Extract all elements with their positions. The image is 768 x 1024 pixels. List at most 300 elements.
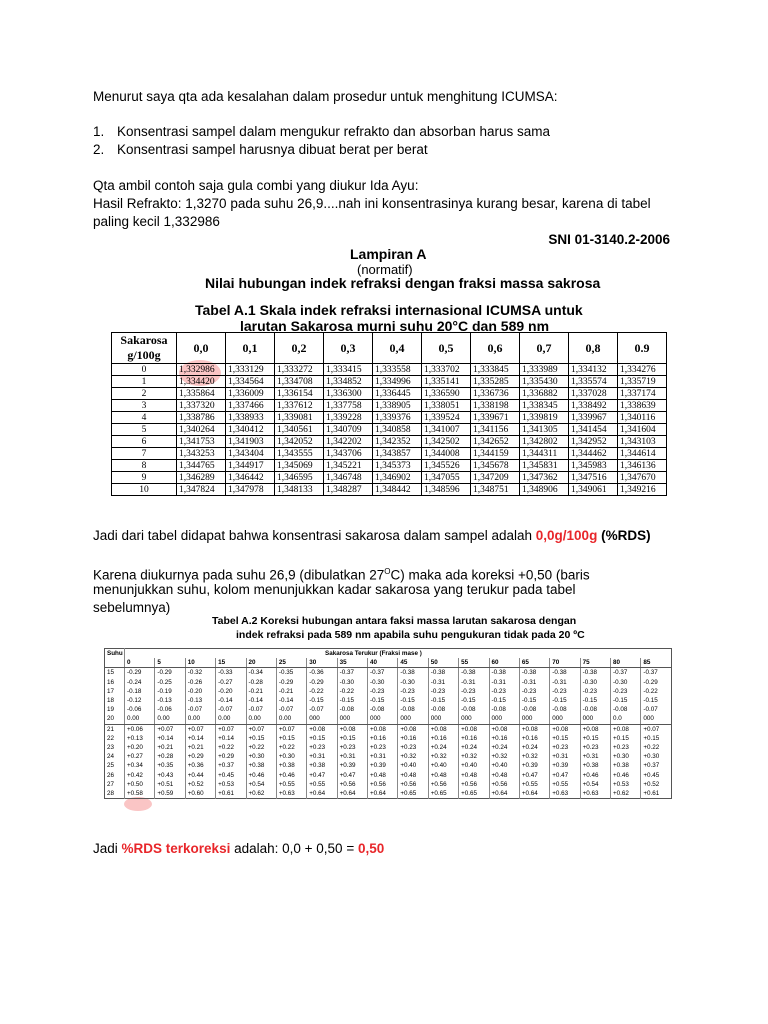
table-cell: +0.08: [459, 724, 489, 734]
column-header: 10: [185, 658, 215, 668]
column-header: 55: [459, 658, 489, 668]
table-cell: +0.59: [155, 789, 185, 799]
table-cell: -0.29: [641, 678, 672, 687]
correction-text-a: Karena diukurnya pada suhu 26,9 (dibulatkan 27: [93, 567, 385, 583]
table-cell: +0.21: [185, 743, 215, 752]
column-header: 15: [216, 658, 246, 668]
table-cell: -0.29: [125, 668, 155, 678]
table-cell: +0.46: [580, 770, 610, 779]
table-cell: 1,342652: [471, 436, 520, 448]
table-cell: 1,341454: [569, 424, 618, 436]
column-header: 80: [611, 658, 641, 668]
table-cell: -0.15: [550, 696, 580, 705]
table-cell: 000: [368, 714, 398, 724]
table-cell: +0.56: [459, 780, 489, 789]
table-row: [112, 412, 667, 424]
table-cell: +0.46: [611, 770, 641, 779]
table-row: [112, 472, 667, 484]
table-cell: +0.62: [246, 789, 276, 799]
table-cell: -0.08: [337, 705, 367, 714]
conclusion-2-middle: adalah: 0,0 + 0,50 =: [230, 841, 358, 856]
table-cell: -0.15: [489, 696, 519, 705]
table-cell: -0.31: [489, 678, 519, 687]
table-cell: +0.39: [337, 761, 367, 770]
table-cell: +0.15: [307, 734, 337, 743]
table-cell: -0.25: [155, 678, 185, 687]
table-cell: -0.14: [216, 696, 246, 705]
table-cell: +0.29: [216, 752, 246, 761]
table-cell: +0.27: [125, 752, 155, 761]
column-header: 0,2: [275, 333, 324, 364]
table-row: [105, 770, 672, 779]
table-cell: 1,339524: [422, 412, 471, 424]
table-cell: 1,340561: [275, 424, 324, 436]
table-cell: +0.65: [459, 789, 489, 799]
table-cell: -0.21: [246, 687, 276, 696]
table-cell: 1,347824: [177, 484, 226, 496]
table-cell: +0.51: [155, 780, 185, 789]
column-header: 65: [519, 658, 549, 668]
table-cell: 000: [459, 714, 489, 724]
table-cell: 0.00: [216, 714, 246, 724]
table-cell: +0.07: [246, 724, 276, 734]
table-row: [112, 460, 667, 472]
table-cell: +0.06: [125, 724, 155, 734]
table-cell: 1,347362: [520, 472, 569, 484]
table-cell: -0.23: [428, 687, 458, 696]
table-cell: 1,341903: [226, 436, 275, 448]
table-cell: 1,349216: [618, 484, 667, 496]
table-cell: 1,340116: [618, 412, 667, 424]
table-cell: 1,341007: [422, 424, 471, 436]
table-cell: 1,342352: [373, 436, 422, 448]
table-cell: +0.16: [428, 734, 458, 743]
column-header: 40: [368, 658, 398, 668]
column-header: 75: [580, 658, 610, 668]
table-row: [112, 448, 667, 460]
table-cell: +0.14: [155, 734, 185, 743]
table-cell: +0.64: [337, 789, 367, 799]
table-cell: 1,338345: [520, 400, 569, 412]
table-cell: 1,344311: [520, 448, 569, 460]
table-cell: +0.38: [276, 761, 306, 770]
table-cell: 1,333702: [422, 364, 471, 376]
table-cell: 1,346136: [618, 460, 667, 472]
table-cell: -0.21: [276, 687, 306, 696]
table-cell: -0.38: [428, 668, 458, 678]
table-cell: +0.47: [337, 770, 367, 779]
column-header: 5: [155, 658, 185, 668]
table-cell: +0.08: [368, 724, 398, 734]
column-header: 50: [428, 658, 458, 668]
table-cell: 1,339819: [520, 412, 569, 424]
column-header: 0,8: [569, 333, 618, 364]
table-cell: -0.38: [519, 668, 549, 678]
table-cell: +0.56: [428, 780, 458, 789]
table-cell: -0.22: [307, 687, 337, 696]
table-cell: -0.22: [337, 687, 367, 696]
table-cell: +0.14: [216, 734, 246, 743]
table-cell: +0.24: [428, 743, 458, 752]
table-cell: -0.22: [641, 687, 672, 696]
table-cell: 1,345221: [324, 460, 373, 472]
table-cell: +0.64: [368, 789, 398, 799]
table-row: [105, 780, 672, 789]
table-cell: +0.31: [337, 752, 367, 761]
table-cell: 0.00: [246, 714, 276, 724]
table-cell: -0.15: [519, 696, 549, 705]
table-cell: -0.30: [611, 678, 641, 687]
table-cell: 1,336590: [422, 388, 471, 400]
conclusion-2-label: %RDS terkoreksi: [121, 841, 231, 856]
row-label: 10: [112, 484, 177, 496]
table-cell: -0.20: [216, 687, 246, 696]
conclusion-2: [93, 840, 384, 858]
row-header-line-1: Sakarosa: [120, 333, 168, 347]
table-cell: +0.08: [580, 724, 610, 734]
table-cell: +0.47: [307, 770, 337, 779]
table-a1-title-1: Tabel A.1 Skala indek refraksi internasional ICUMSA untuk: [195, 302, 583, 318]
table-cell: +0.29: [185, 752, 215, 761]
table-cell: -0.19: [155, 687, 185, 696]
table-cell: 1,344462: [569, 448, 618, 460]
table-cell: +0.32: [489, 752, 519, 761]
table-cell: -0.15: [459, 696, 489, 705]
table-cell: 1,348287: [324, 484, 373, 496]
table-cell: -0.23: [398, 687, 428, 696]
table-cell: 1,338051: [422, 400, 471, 412]
table-cell: +0.63: [550, 789, 580, 799]
table-cell: +0.64: [519, 789, 549, 799]
table-cell: 1,334420: [177, 376, 226, 388]
table-cell: 1,339228: [324, 412, 373, 424]
table-cell: -0.38: [459, 668, 489, 678]
table-cell: 1,334852: [324, 376, 373, 388]
table-cell: +0.56: [489, 780, 519, 789]
table-a2: [104, 648, 672, 799]
table-cell: +0.64: [307, 789, 337, 799]
table-cell: +0.08: [489, 724, 519, 734]
table-cell: +0.24: [489, 743, 519, 752]
table-row: [105, 714, 672, 724]
table-cell: 000: [489, 714, 519, 724]
corner-cell: [105, 658, 125, 668]
table-cell: 1,344614: [618, 448, 667, 460]
table-cell: +0.32: [398, 752, 428, 761]
row-label: 0: [112, 364, 177, 376]
table-cell: 1,343555: [275, 448, 324, 460]
table-cell: -0.08: [550, 705, 580, 714]
table-cell: 1,340264: [177, 424, 226, 436]
table-cell: 1,344008: [422, 448, 471, 460]
table-cell: 1,338639: [618, 400, 667, 412]
table-cell: +0.61: [216, 789, 246, 799]
conclusion-2-value: 0,50: [357, 841, 385, 856]
table-cell: 1,340709: [324, 424, 373, 436]
table-cell: 1,338933: [226, 412, 275, 424]
table-row: [105, 678, 672, 687]
table-cell: 1,340412: [226, 424, 275, 436]
table-cell: -0.13: [185, 696, 215, 705]
table-cell: +0.15: [611, 734, 641, 743]
table-cell: 1,338905: [373, 400, 422, 412]
table-row: [105, 668, 672, 678]
table-cell: 1,337174: [618, 388, 667, 400]
row-label: 5: [112, 424, 177, 436]
table-cell: -0.28: [246, 678, 276, 687]
table-cell: +0.08: [611, 724, 641, 734]
table-cell: -0.38: [398, 668, 428, 678]
table-cell: 1,345069: [275, 460, 324, 472]
table-cell: -0.07: [246, 705, 276, 714]
table-cell: 1,344765: [177, 460, 226, 472]
row-label: 17: [107, 687, 115, 695]
column-header: 0,4: [373, 333, 422, 364]
table-cell: -0.15: [428, 696, 458, 705]
table-cell: 1,337466: [226, 400, 275, 412]
column-header: 70: [550, 658, 580, 668]
conclusion-1-suffix: (%RDS): [597, 528, 651, 543]
table-cell: 1,333845: [471, 364, 520, 376]
table-cell: -0.13: [155, 696, 185, 705]
table-cell: -0.23: [459, 687, 489, 696]
table-cell: +0.16: [398, 734, 428, 743]
table-cell: +0.38: [246, 761, 276, 770]
row-label: 23: [107, 743, 115, 751]
table-cell: +0.52: [185, 780, 215, 789]
table-cell: +0.23: [398, 743, 428, 752]
table-cell: +0.48: [368, 770, 398, 779]
table-cell: 000: [580, 714, 610, 724]
table-cell: 000: [337, 714, 367, 724]
table-cell: 1,343103: [618, 436, 667, 448]
table-cell: +0.47: [550, 770, 580, 779]
correction-line-3: sebelumnya): [93, 600, 171, 615]
table-cell: 1,342052: [275, 436, 324, 448]
table-cell: 1,341753: [177, 436, 226, 448]
table-row: [112, 376, 667, 388]
table-cell: 1,345678: [471, 460, 520, 472]
table-cell: +0.16: [519, 734, 549, 743]
row-header: [112, 333, 177, 364]
table-cell: +0.47: [519, 770, 549, 779]
table-cell: -0.07: [276, 705, 306, 714]
table-cell: -0.27: [216, 678, 246, 687]
table-cell: -0.34: [246, 668, 276, 678]
table-cell: +0.55: [519, 780, 549, 789]
table-cell: 1,341604: [618, 424, 667, 436]
table-cell: +0.43: [155, 770, 185, 779]
row-label: 15: [107, 669, 115, 677]
table-cell: +0.23: [337, 743, 367, 752]
table-row: [112, 484, 667, 496]
table-cell: -0.08: [368, 705, 398, 714]
table-cell: -0.29: [276, 678, 306, 687]
table-row: [105, 761, 672, 770]
table-cell: +0.65: [428, 789, 458, 799]
table-cell: +0.08: [337, 724, 367, 734]
group-label: Sakarosa Terukur (Fraksi mase ): [125, 649, 672, 659]
table-cell: 1,337320: [177, 400, 226, 412]
table-cell: -0.12: [125, 696, 155, 705]
suhu-label: Suhu: [107, 650, 123, 658]
table-cell: 1,339081: [275, 412, 324, 424]
table-cell: +0.39: [519, 761, 549, 770]
table-cell: +0.62: [611, 789, 641, 799]
table-row: [105, 752, 672, 761]
table-cell: +0.31: [550, 752, 580, 761]
table-cell: -0.15: [368, 696, 398, 705]
table-cell: 1,347670: [618, 472, 667, 484]
table-cell: +0.35: [155, 761, 185, 770]
table-cell: -0.26: [185, 678, 215, 687]
table-cell: -0.37: [641, 668, 672, 678]
table-cell: +0.23: [550, 743, 580, 752]
table-cell: 1,346595: [275, 472, 324, 484]
row-label: 3: [112, 400, 177, 412]
table-cell: +0.40: [489, 761, 519, 770]
table-cell: 1,335285: [471, 376, 520, 388]
column-header: 30: [307, 658, 337, 668]
table-cell: 1,338198: [471, 400, 520, 412]
table-cell: 000: [519, 714, 549, 724]
row-label: 26: [107, 771, 115, 779]
table-cell: 1,333415: [324, 364, 373, 376]
table-cell: 1,339967: [569, 412, 618, 424]
table-cell: +0.16: [489, 734, 519, 743]
list-number: 2.: [93, 142, 105, 157]
table-cell: 1,345831: [520, 460, 569, 472]
correction-line-2: menunjukkan suhu, kolom menunjukkan kadar sakarosa yang terukur pada tabel: [93, 582, 576, 597]
table-cell: -0.08: [428, 705, 458, 714]
table-cell: 1,342802: [520, 436, 569, 448]
table-cell: +0.48: [459, 770, 489, 779]
table-cell: +0.55: [307, 780, 337, 789]
table-cell: +0.23: [307, 743, 337, 752]
table-cell: -0.38: [580, 668, 610, 678]
table-cell: +0.22: [641, 743, 672, 752]
table-cell: +0.07: [641, 724, 672, 734]
table-cell: +0.13: [125, 734, 155, 743]
table-cell: -0.37: [337, 668, 367, 678]
table-cell: -0.38: [489, 668, 519, 678]
table-cell: 0.0: [611, 714, 641, 724]
table-cell: -0.08: [580, 705, 610, 714]
table-cell: +0.46: [246, 770, 276, 779]
table-cell: -0.07: [641, 705, 672, 714]
table-cell: 1,347978: [226, 484, 275, 496]
table-cell: +0.31: [368, 752, 398, 761]
column-header: 0,3: [324, 333, 373, 364]
table-cell: -0.29: [307, 678, 337, 687]
table-cell: +0.38: [307, 761, 337, 770]
table-cell: +0.15: [337, 734, 367, 743]
table-cell: -0.15: [307, 696, 337, 705]
table-cell: -0.30: [398, 678, 428, 687]
table-cell: 1,341305: [520, 424, 569, 436]
table-cell: 1,340858: [373, 424, 422, 436]
table-cell: +0.16: [368, 734, 398, 743]
table-cell: +0.32: [459, 752, 489, 761]
table-cell: +0.45: [216, 770, 246, 779]
table-cell: +0.22: [216, 743, 246, 752]
table-cell: 1,336736: [471, 388, 520, 400]
table-cell: -0.08: [519, 705, 549, 714]
table-cell: -0.07: [185, 705, 215, 714]
table-cell: +0.53: [611, 780, 641, 789]
table-cell: +0.56: [398, 780, 428, 789]
table-cell: +0.54: [580, 780, 610, 789]
example-line-1: Qta ambil contoh saja gula combi yang diukur Ida Ayu:: [93, 178, 419, 193]
list-text: Konsentrasi sampel harusnya dibuat berat per berat: [117, 142, 428, 157]
row-label: 25: [107, 762, 115, 770]
table-cell: -0.36: [307, 668, 337, 678]
table-cell: +0.50: [125, 780, 155, 789]
table-row: [105, 724, 672, 734]
table-cell: 1,346442: [226, 472, 275, 484]
table-cell: -0.23: [368, 687, 398, 696]
table-cell: +0.42: [125, 770, 155, 779]
list-item: [93, 141, 428, 159]
column-header: 0,7: [520, 333, 569, 364]
table-cell: 1,348596: [422, 484, 471, 496]
column-header: 0,0: [177, 333, 226, 364]
table-cell: 1,343404: [226, 448, 275, 460]
table-cell: 1,335719: [618, 376, 667, 388]
row-label: 6: [112, 436, 177, 448]
table-cell: -0.30: [580, 678, 610, 687]
column-header: 35: [337, 658, 367, 668]
conclusion-1-text: Jadi dari tabel didapat bahwa konsentrasi sakarosa dalam sampel adalah: [93, 528, 536, 543]
column-header: 0.9: [618, 333, 667, 364]
table-cell: +0.08: [428, 724, 458, 734]
table-cell: -0.24: [125, 678, 155, 687]
table-cell: +0.07: [276, 724, 306, 734]
sni-code: SNI 01-3140.2-2006: [548, 232, 670, 247]
table-cell: 1,346748: [324, 472, 373, 484]
table-row: [105, 743, 672, 752]
table-a1-subtitle: Nilai hubungan indek refraksi dengan fraksi massa sakrosa: [205, 275, 601, 291]
table-cell: +0.16: [459, 734, 489, 743]
table-cell: -0.15: [398, 696, 428, 705]
table-cell: +0.60: [185, 789, 215, 799]
table-row: [112, 388, 667, 400]
table-cell: -0.14: [246, 696, 276, 705]
table-cell: -0.33: [216, 668, 246, 678]
table-cell: 1,335574: [569, 376, 618, 388]
table-a1-title-2: larutan Sakarosa murni suhu 20°C dan 589 nm: [240, 318, 550, 334]
correction-text-b: C) maka ada koreksi +0,50 (baris: [390, 567, 590, 583]
table-cell: +0.37: [641, 761, 672, 770]
table-cell: 1,343857: [373, 448, 422, 460]
table-cell: +0.36: [185, 761, 215, 770]
table-cell: +0.52: [641, 780, 672, 789]
table-cell: 1,337758: [324, 400, 373, 412]
table-cell: +0.46: [276, 770, 306, 779]
table-row: [112, 424, 667, 436]
table-cell: 1,345983: [569, 460, 618, 472]
table-cell: 0.00: [276, 714, 306, 724]
column-header: 0,6: [471, 333, 520, 364]
table-cell: -0.23: [611, 687, 641, 696]
table-cell: 1,348133: [275, 484, 324, 496]
column-header: 0,1: [226, 333, 275, 364]
table-cell: 1,334708: [275, 376, 324, 388]
table-cell: 1,337028: [569, 388, 618, 400]
row-label: 28: [107, 789, 115, 797]
table-cell: -0.06: [125, 705, 155, 714]
table-cell: -0.15: [580, 696, 610, 705]
